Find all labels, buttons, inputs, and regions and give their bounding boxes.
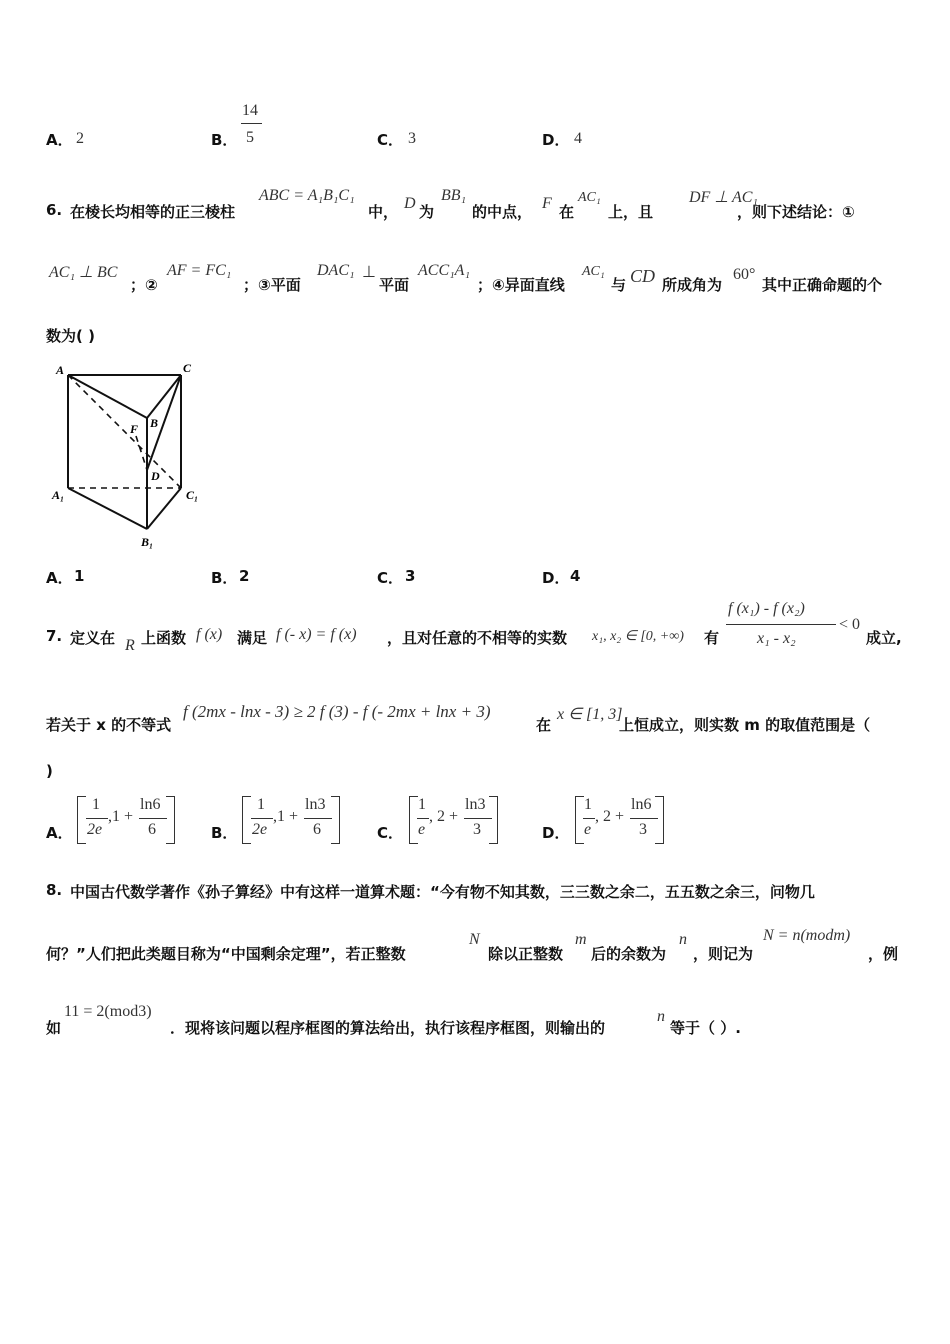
prism-label-a1: A₁ bbox=[52, 488, 65, 502]
q7-option-b-b-den: 6 bbox=[313, 821, 321, 838]
prism-label-b: B bbox=[150, 416, 159, 430]
q6-text-8: ；② bbox=[130, 276, 158, 294]
q6-number: 6. bbox=[46, 201, 63, 219]
prism-label-c: C bbox=[183, 361, 192, 375]
q5-option-a-letter: A． bbox=[46, 131, 73, 149]
q6-text-5: 在 bbox=[559, 203, 575, 221]
q8-math-n-upper: N bbox=[469, 931, 480, 948]
q7-fraction-numerator: f (x₁) - f (x₂) bbox=[728, 600, 805, 617]
q7-math-lt-zero: < 0 bbox=[839, 616, 861, 633]
q6-text-7: ，则下述结论：① bbox=[737, 203, 855, 221]
q7-option-c-b-bar bbox=[464, 818, 492, 819]
q7-math-fx: f (x) bbox=[196, 626, 223, 643]
q7-option-b-b-num: ln3 bbox=[305, 796, 326, 813]
q6-math-cd: CD bbox=[630, 266, 656, 286]
q7-option-a-b-num: ln6 bbox=[140, 796, 161, 813]
q7-option-d-right-bracket bbox=[655, 796, 664, 844]
q6-perp-symbol: ⊥ bbox=[362, 264, 376, 281]
q7-option-a-a-num: 1 bbox=[92, 796, 100, 813]
q7-option-d-b-bar bbox=[630, 818, 658, 819]
q7-math-domain: x₁, x₂ ∈ [0, +∞) bbox=[592, 629, 684, 644]
q7-text-2: 上函数 bbox=[141, 629, 187, 647]
q6-conclusion-1: AC₁ ⊥ BC bbox=[49, 264, 118, 281]
q6-math-ac1: AC₁ bbox=[578, 190, 601, 205]
q7-text-10: ) bbox=[46, 762, 53, 780]
q7-option-a-right-bracket bbox=[166, 796, 175, 844]
q6-option-a-value: 1 bbox=[74, 567, 85, 585]
q5-option-c-letter: C． bbox=[377, 131, 404, 149]
q7-text-8: 在 bbox=[536, 716, 552, 734]
q5-option-b-numerator: 14 bbox=[242, 102, 258, 119]
prism-label-b1: B₁ bbox=[141, 535, 154, 549]
q6-math-df-perp: DF ⊥ AC₁ bbox=[689, 189, 758, 206]
prism-figure bbox=[46, 358, 216, 554]
prism-label-c1: C₁ bbox=[186, 488, 199, 502]
q7-option-b-a-den: 2e bbox=[252, 821, 268, 838]
prism-label-f: F bbox=[130, 422, 139, 436]
q8-text-3: 除以正整数 bbox=[488, 945, 564, 963]
q7-option-c-mid: , 2 + bbox=[429, 808, 459, 825]
q7-math-interval: x ∈ [1, 3] bbox=[557, 706, 623, 723]
q7-option-c-a-bar bbox=[417, 818, 429, 819]
q6-option-b-letter: B． bbox=[211, 569, 238, 587]
q5-option-a-value: 2 bbox=[76, 130, 84, 147]
q5-option-d-value: 4 bbox=[574, 130, 582, 147]
q7-option-c-left-bracket bbox=[409, 796, 418, 844]
q7-option-a-b-bar bbox=[139, 818, 167, 819]
q7-text-1: 定义在 bbox=[70, 629, 116, 647]
q5-option-c-value: 3 bbox=[408, 130, 416, 147]
q7-option-b-a-bar bbox=[251, 818, 273, 819]
q6-text-14: 所成角为 bbox=[662, 276, 723, 294]
q6-text-2: 中， bbox=[368, 203, 399, 221]
q7-option-d-left-bracket bbox=[575, 796, 584, 844]
q5-option-b-denominator: 5 bbox=[246, 129, 254, 146]
q7-option-a-mid: ,1 + bbox=[108, 808, 134, 825]
q7-option-a-letter: A． bbox=[46, 824, 73, 842]
q6-option-d-value: 4 bbox=[570, 567, 581, 585]
q8-text-5: ，则记为 bbox=[693, 945, 754, 963]
q7-option-d-b-num: ln6 bbox=[631, 796, 652, 813]
q5-option-b-letter: B． bbox=[211, 131, 238, 149]
q7-fraction-bar bbox=[726, 624, 836, 625]
q6-text-9: ；③平面 bbox=[243, 276, 301, 294]
q7-option-b-b-bar bbox=[304, 818, 332, 819]
q6-text-1: 在棱长均相等的正三棱柱 bbox=[70, 203, 236, 221]
q6-text-3: 为 bbox=[419, 203, 435, 221]
q7-option-b-left-bracket bbox=[242, 796, 251, 844]
q7-option-a-b-den: 6 bbox=[148, 821, 156, 838]
q6-math-bb1: BB₁ bbox=[441, 187, 467, 204]
q5-option-b-fraction-bar bbox=[241, 123, 262, 124]
q7-option-c-a-den: e bbox=[418, 821, 426, 838]
q8-math-m: m bbox=[575, 931, 587, 948]
q7-option-d-a-num: 1 bbox=[584, 796, 592, 813]
q6-option-c-letter: C． bbox=[377, 569, 404, 587]
q7-math-inequality: f (2mx - lnx - 3) ≥ 2 f (3) - f (- 2mx + lnx + 3) bbox=[183, 702, 491, 721]
q6-text-16: 数为( ) bbox=[46, 327, 95, 345]
q6-math-f: F bbox=[542, 195, 552, 212]
prism-label-d: D bbox=[151, 469, 160, 483]
q7-math-r: R bbox=[125, 637, 135, 654]
q8-math-n: n bbox=[679, 931, 687, 948]
q6-math-prism: ABC = A₁B₁C₁ bbox=[259, 187, 355, 204]
q7-option-a-a-bar bbox=[86, 818, 108, 819]
q7-option-a-left-bracket bbox=[77, 796, 86, 844]
q6-option-a-letter: A． bbox=[46, 569, 73, 587]
q7-option-b-mid: ,1 + bbox=[273, 808, 299, 825]
q6-math-60deg: 60° bbox=[733, 266, 756, 283]
q7-option-d-a-den: e bbox=[584, 821, 592, 838]
q8-math-n-output: n bbox=[657, 1008, 665, 1025]
q7-option-c-right-bracket bbox=[489, 796, 498, 844]
q7-option-b-letter: B． bbox=[211, 824, 238, 842]
q6-text-6: 上，且 bbox=[608, 203, 654, 221]
q7-option-c-b-num: ln3 bbox=[465, 796, 486, 813]
q7-math-even: f (- x) = f (x) bbox=[276, 626, 357, 643]
q6-text-13: 与 bbox=[611, 276, 627, 294]
q8-text-6: ，例 bbox=[868, 945, 899, 963]
q6-plane-acc1a1: ACC₁A₁ bbox=[418, 262, 471, 279]
q8-text-4: 后的余数为 bbox=[591, 945, 667, 963]
q7-option-a-a-den: 2e bbox=[87, 821, 103, 838]
q6-option-d-letter: D． bbox=[542, 569, 570, 587]
q7-text-3: 满足 bbox=[237, 629, 268, 647]
q7-text-9: 上恒成立，则实数 m 的取值范围是（ bbox=[619, 716, 871, 734]
q8-text-9: 等于（ ）. bbox=[670, 1019, 741, 1037]
q7-option-c-a-num: 1 bbox=[418, 796, 426, 813]
q7-option-d-a-bar bbox=[583, 818, 595, 819]
q6-text-15: 其中正确命题的个 bbox=[762, 276, 883, 294]
q8-number: 8. bbox=[46, 881, 63, 899]
q6-conclusion-2: AF = FC₁ bbox=[167, 262, 232, 279]
q7-option-b-a-num: 1 bbox=[257, 796, 265, 813]
q7-text-4: ，且对任意的不相等的实数 bbox=[387, 629, 568, 647]
q5-option-d-letter: D． bbox=[542, 131, 570, 149]
q7-option-d-letter: D． bbox=[542, 824, 570, 842]
q8-math-congruence: N = n(modm) bbox=[763, 927, 851, 944]
q8-math-example: 11 = 2(mod3) bbox=[64, 1003, 152, 1020]
q7-option-c-letter: C． bbox=[377, 824, 404, 842]
q6-option-c-value: 3 bbox=[405, 567, 416, 585]
q6-math-ac1-b: AC₁ bbox=[582, 264, 605, 279]
q6-text-11: 平面 bbox=[379, 276, 410, 294]
q7-option-b-right-bracket bbox=[331, 796, 340, 844]
q7-option-d-mid: , 2 + bbox=[595, 808, 625, 825]
q6-plane-dac1: DAC₁ bbox=[317, 262, 355, 279]
q7-fraction-denominator: x₁ - x₂ bbox=[757, 630, 796, 647]
q7-option-d-b-den: 3 bbox=[639, 821, 647, 838]
q6-text-4: 的中点， bbox=[472, 203, 533, 221]
q7-number: 7. bbox=[46, 627, 63, 645]
prism-label-a: A bbox=[56, 363, 65, 377]
q7-text-5: 有 bbox=[704, 629, 720, 647]
q8-text-7: 如 bbox=[46, 1019, 62, 1037]
q8-text-2: 何？”人们把此类题目称为“中国剩余定理”，若正整数 bbox=[46, 945, 406, 963]
q8-text-1: 中国古代数学著作《孙子算经》中有这样一道算术题：“今有物不知其数，三三数之余二，五五数之余三，问物几 bbox=[70, 883, 815, 901]
q6-math-d: D bbox=[404, 195, 416, 212]
q6-text-12: ；④异面直线 bbox=[477, 276, 565, 294]
q7-text-6: 成立, bbox=[866, 629, 902, 647]
q7-text-7: 若关于 x 的不等式 bbox=[46, 716, 172, 734]
q6-option-b-value: 2 bbox=[239, 567, 250, 585]
q7-option-c-b-den: 3 bbox=[473, 821, 481, 838]
q8-text-8: ．现将该问题以程序框图的算法给出，执行该程序框图，则输出的 bbox=[170, 1019, 606, 1037]
